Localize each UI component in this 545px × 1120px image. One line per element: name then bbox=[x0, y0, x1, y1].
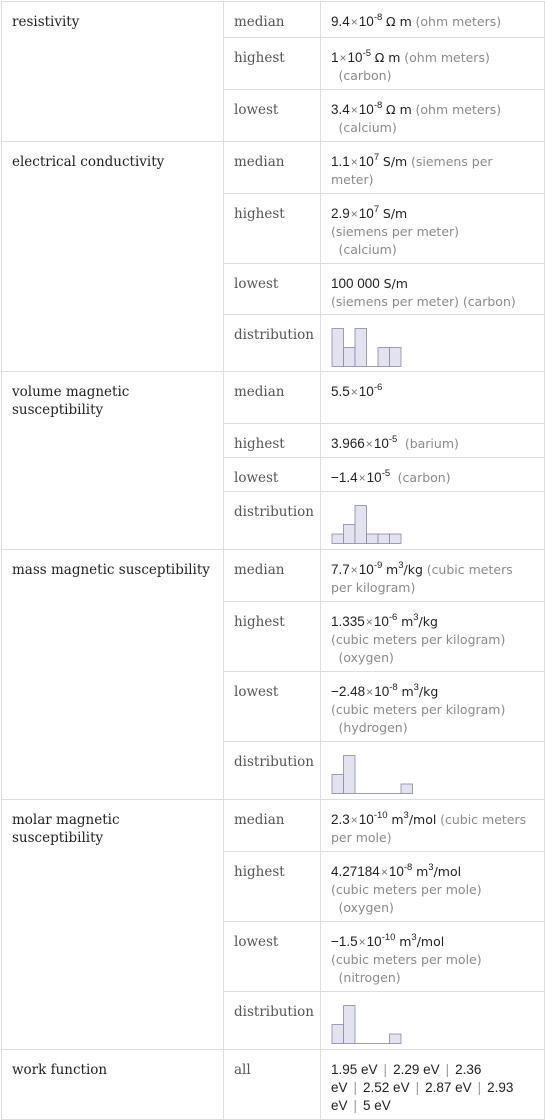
histogram-bar bbox=[344, 525, 356, 544]
histogram-bar bbox=[355, 506, 367, 544]
stat-label: median bbox=[224, 550, 321, 602]
histogram-bar bbox=[332, 329, 344, 367]
histogram-bar bbox=[401, 784, 413, 794]
stat-value: $1.335\times 10^{-6}$ $m^3/kg$ (cubic meters per kilogram) (oxygen) bbox=[321, 602, 545, 672]
stat-label: lowest bbox=[224, 922, 321, 992]
histogram-bar bbox=[390, 348, 402, 367]
table-row bbox=[2, 2, 545, 38]
value-item: 2.29 eV bbox=[393, 1062, 440, 1077]
stat-label: distribution bbox=[224, 992, 321, 1050]
stat-value: $2.9\times 10^7$ S/m (siemens per meter) (calcium) bbox=[321, 194, 545, 264]
histogram-bar bbox=[344, 1006, 356, 1044]
value-item: 1.95 eV bbox=[331, 1062, 378, 1077]
stat-value: $-1.5\times 10^{-10}$ $m^3$/mol (cubic meters per mole) (nitrogen) bbox=[321, 922, 545, 992]
histogram-bar bbox=[332, 775, 344, 794]
stat-label: highest bbox=[224, 852, 321, 922]
element-name: (oxygen) bbox=[338, 900, 394, 915]
property-name: electrical conductivity bbox=[2, 142, 224, 372]
stat-value: 1.95 eV | 2.29 eV | 2.36 eV | 2.52 eV | 2.87 eV | 2.93 eV | 5 eV bbox=[321, 1050, 545, 1120]
property-name: mass magnetic susceptibility bbox=[2, 550, 224, 800]
distribution-histogram bbox=[331, 1003, 421, 1045]
unit-description: (ohm meters) bbox=[415, 14, 502, 29]
histogram-bar bbox=[390, 1034, 402, 1044]
element-name: (nitrogen) bbox=[338, 970, 401, 985]
stat-label: lowest bbox=[224, 264, 321, 315]
value-item: 2.87 eV bbox=[425, 1080, 472, 1095]
property-name: molar magnetic susceptibility bbox=[2, 800, 224, 1050]
stat-value: $3.4\times 10^{-8}$ Ω m (ohm meters) (calcium) bbox=[321, 90, 545, 142]
value-item: 2.36 eV bbox=[331, 1062, 482, 1095]
histogram-bar bbox=[332, 534, 344, 544]
histogram-bar bbox=[355, 329, 367, 367]
stat-value: $-1.4\times 10^{-5}$ (carbon) bbox=[321, 458, 545, 492]
histogram-bar bbox=[390, 534, 402, 544]
properties-table bbox=[1, 1, 545, 1120]
stat-label: lowest bbox=[224, 458, 321, 492]
property-name: resistivity bbox=[2, 2, 224, 142]
stat-label: highest bbox=[224, 194, 321, 264]
stat-value: $1\times 10^{-5}$ Ω m (ohm meters) (carbon) bbox=[321, 38, 545, 90]
element-name: (carbon) bbox=[338, 68, 392, 83]
element-name: (carbon) bbox=[397, 470, 451, 485]
stat-label: distribution bbox=[224, 742, 321, 800]
stat-label: distribution bbox=[224, 315, 321, 372]
stat-label: highest bbox=[224, 602, 321, 672]
stat-value: $9.4\times 10^{-8}$ Ω m (ohm meters) bbox=[321, 2, 545, 38]
stat-value: 100 000 S/m (siemens per meter) (carbon) bbox=[321, 264, 545, 315]
stat-value: $3.966\times 10^{-5}$ (barium) bbox=[321, 424, 545, 458]
table-row bbox=[2, 1050, 545, 1120]
property-name: work function bbox=[2, 1050, 224, 1120]
stat-label: distribution bbox=[224, 492, 321, 550]
stat-label: all bbox=[224, 1050, 321, 1120]
value-item: 2.93 eV bbox=[331, 1080, 514, 1113]
stat-label: highest bbox=[224, 424, 321, 458]
stat-value: $5.5\times 10^{-6}$ bbox=[321, 372, 545, 424]
table-row bbox=[2, 800, 545, 852]
table-row bbox=[2, 142, 545, 194]
element-name: (oxygen) bbox=[338, 650, 394, 665]
histogram-bar bbox=[332, 1025, 344, 1044]
element-name: (calcium) bbox=[338, 120, 397, 135]
table-row bbox=[2, 372, 545, 424]
stat-label: median bbox=[224, 372, 321, 424]
distribution-histogram bbox=[331, 326, 421, 368]
mantissa: 9.4 bbox=[331, 14, 350, 29]
stat-value: $2.3\times 10^{-10}$ $m^3$/mol (cubic meters per mole) bbox=[321, 800, 545, 852]
histogram-bar bbox=[344, 756, 356, 794]
value-item: 5 eV bbox=[363, 1098, 391, 1113]
distribution-histogram bbox=[331, 503, 421, 545]
element-name: (calcium) bbox=[338, 242, 397, 257]
distribution-cell bbox=[321, 992, 545, 1050]
distribution-cell bbox=[321, 315, 545, 372]
distribution-histogram bbox=[331, 753, 421, 795]
stat-label: lowest bbox=[224, 672, 321, 742]
distribution-cell bbox=[321, 742, 545, 800]
stat-value: $7.7\times 10^{-9}$ $m^3/kg$ (cubic meters per kilogram) bbox=[321, 550, 545, 602]
value-item: 2.52 eV bbox=[363, 1080, 410, 1095]
histogram-bar bbox=[378, 534, 390, 544]
histogram-bar bbox=[344, 348, 356, 367]
stat-label: median bbox=[224, 800, 321, 852]
histogram-bar bbox=[367, 534, 379, 544]
unit: Ω m bbox=[386, 14, 412, 29]
stat-label: median bbox=[224, 2, 321, 38]
property-name: volume magnetic susceptibility bbox=[2, 372, 224, 550]
element-name: (carbon) bbox=[462, 294, 516, 309]
table-row bbox=[2, 550, 545, 602]
stat-value: $-2.48\times 10^{-8}$ $m^3/kg$ (cubic meters per kilogram) (hydrogen) bbox=[321, 672, 545, 742]
element-name: (hydrogen) bbox=[338, 720, 408, 735]
histogram-bar bbox=[378, 348, 390, 367]
stat-value: $1.1\times 10^7$ S/m (siemens per meter) bbox=[321, 142, 545, 194]
stat-label: median bbox=[224, 142, 321, 194]
stat-label: highest bbox=[224, 38, 321, 90]
stat-label: lowest bbox=[224, 90, 321, 142]
element-name: (barium) bbox=[404, 436, 459, 451]
distribution-cell bbox=[321, 492, 545, 550]
stat-value: $4.27184\times 10^{-8}$ $m^3$/mol (cubic meters per mole) (oxygen) bbox=[321, 852, 545, 922]
